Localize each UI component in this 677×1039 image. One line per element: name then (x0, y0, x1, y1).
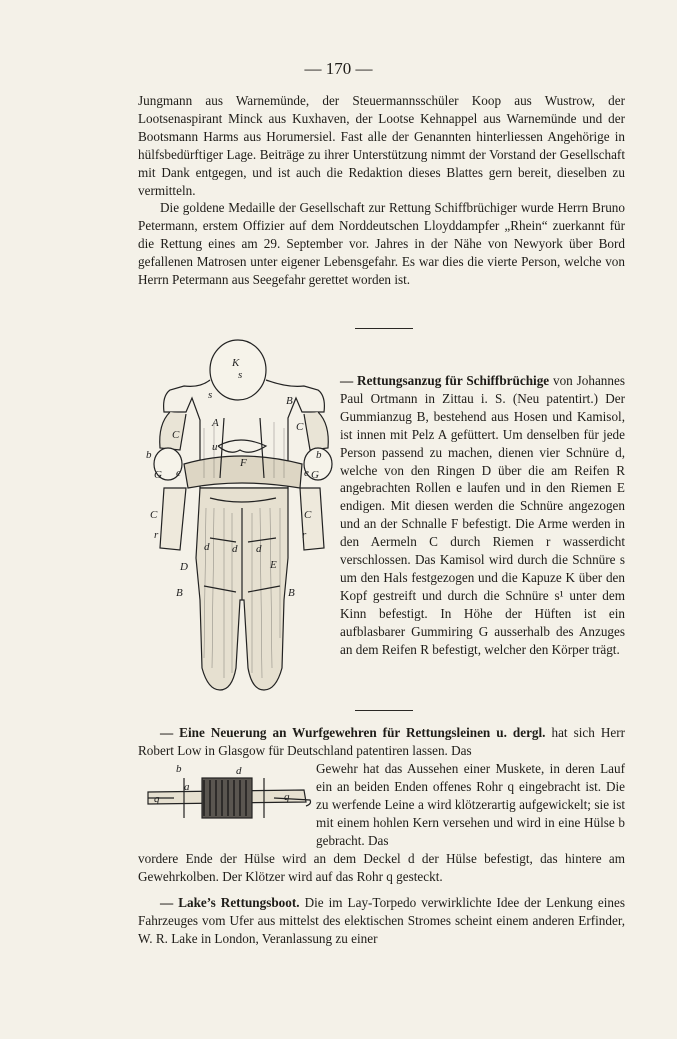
figure-label: b (176, 763, 182, 775)
figure-label: a (184, 781, 190, 793)
figure-label: B (286, 395, 293, 407)
figure-label: B (288, 587, 295, 599)
section-body: Die im Lay-Torpedo verwirklichte Idee der Lenkung eines Fahrzeuges vom Ufer aus mittelst des elektischen Stromes scheint einem anderen Erfinder, W. R. Lake in London, Veranlassung zu einer (138, 895, 625, 946)
section-lake-boat (138, 894, 625, 948)
page-number: — 170 — (304, 59, 373, 78)
section-divider (355, 328, 413, 329)
paragraph-casualties (138, 92, 625, 289)
figure-label: F (240, 457, 247, 469)
section-heading: — Lake’s Rettungsboot. (160, 895, 300, 910)
figure-label: u (212, 441, 218, 453)
figure-label: C (296, 421, 304, 433)
figure-label: b (316, 449, 322, 461)
figure-label: G (154, 469, 162, 481)
figure-label: d (256, 543, 262, 555)
figure-label: r (154, 529, 159, 541)
figure-label: d (232, 543, 238, 555)
figure-label: q (154, 793, 160, 805)
paragraph-text: Jungmann aus Warnemünde, der Steuermannsschüler Koop aus Wustrow, der Lootsenaspirant Minck aus Kuxhaven, der Lootse Kehnappel aus Warnemünde und der Bootsmann Harms aus Horumersiel. Fast alle der Genannten hinterliessen Angehörige in hülfsbedürftiger Lage. Beiträge zu ihrer Unterstützung nimmt der Vorstand der Gesellschaft mit Dank entgegen, und ist auch die Redaktion dieses Blattes gern bereit, dieselben zu vermitteln. (138, 93, 626, 198)
figure-label: G (311, 469, 319, 481)
section-throwing-gun-col: Gewehr hat das Aussehen einer Muskete, in deren Lauf ein an beiden Enden offenes Rohr q eingebracht ist. Die zu werfende Leine a wird klötzerartig aufgewickelt; sie ist mit einem hohlen Kern versehen und wird in eine Hülse b gebracht. Das (316, 761, 625, 848)
figure-label: C (304, 509, 312, 521)
figure-label: K (232, 357, 240, 369)
section-heading: — Eine Neuerung an Wurfgewehren für Rettungsleinen u. dergl. (160, 725, 546, 740)
figure-label: D (180, 561, 188, 573)
figure-label: e (176, 467, 181, 479)
throwing-gun-figure (144, 760, 312, 836)
section-divider (355, 710, 413, 711)
section-rescue-suit (340, 372, 625, 659)
section-throwing-gun-intro (138, 724, 625, 760)
figure-label: s (238, 369, 243, 381)
figure-label: b (146, 449, 152, 461)
section-body: hat sich Herr Robert Low in Glasgow für Deutschland patentiren lassen. Das (138, 725, 625, 758)
figure-label: r (302, 529, 307, 541)
section-throwing-gun-tail: vordere Ende der Hülse wird an dem Deckel d der Hülse befestigt, das hintere am Gewehrkolben. Der Klötzer wird auf das Rohr q gesteckt. (138, 851, 625, 884)
paragraph-medal: Die goldene Medaille der Gesellschaft zur Rettung Schiffbrüchiger wurde Herrn Bruno Petermann, erstem Offizier auf dem Norddeutschen Lloyddampfer „Rhein“ zuerkannt für die Rettung eines am 29. September vor. Jahres in der Nähe von Newyork über Bord gefallenen Matrosen unter eigener Lebensgefahr. Es war dies die vierte Person, welche von Herrn Petermann aus Seegefahr gerettet worden ist. (138, 200, 625, 288)
figure-label: E (270, 559, 277, 571)
section-body: von Johannes Paul Ortmann in Zittau i. S. (Neu patentirt.) Der Gummianzug B, bestehend aus Hosen und Kamisol, ist innen mit Pelz A gefüttert. Um denselben für jede Person passend zu machen, dienen vier Schnüre d, welche von den Ringen D über die am Reifen R angebrachten Rollen e laufen und in den Riemen E endigen. Mit diesen werden die Schnüre angezogen und an der Schnalle F befestigt. Die Arme werden in den Aermeln C durch Riemen r wasserdicht verschlossen. Das Kamisol wird durch die Schnüre s um den Hals festgezogen und die Kapuze K über den Kopf gestreift und durch die Schnüre s¹ unter dem Kinn befestigt. In Höhe der Hüften ist ein aufblasbarer Gummiring G ausserhalb des Anzuges an dem Reifen R befestigt, welcher den Körper trägt. (340, 373, 625, 657)
figure-label: d (236, 765, 242, 777)
figure-label: A (212, 417, 219, 429)
figure-label: C (150, 509, 158, 521)
figure-label: d (204, 541, 210, 553)
section-heading: — Rettungsanzug für Schiffbrüchige (340, 373, 550, 388)
figure-label: q (284, 791, 290, 803)
figure-label: C (172, 429, 180, 441)
rescue-suit-figure (140, 338, 335, 698)
figure-label: B (176, 587, 183, 599)
figure-label: e (304, 467, 309, 479)
figure-label: s (208, 389, 213, 401)
